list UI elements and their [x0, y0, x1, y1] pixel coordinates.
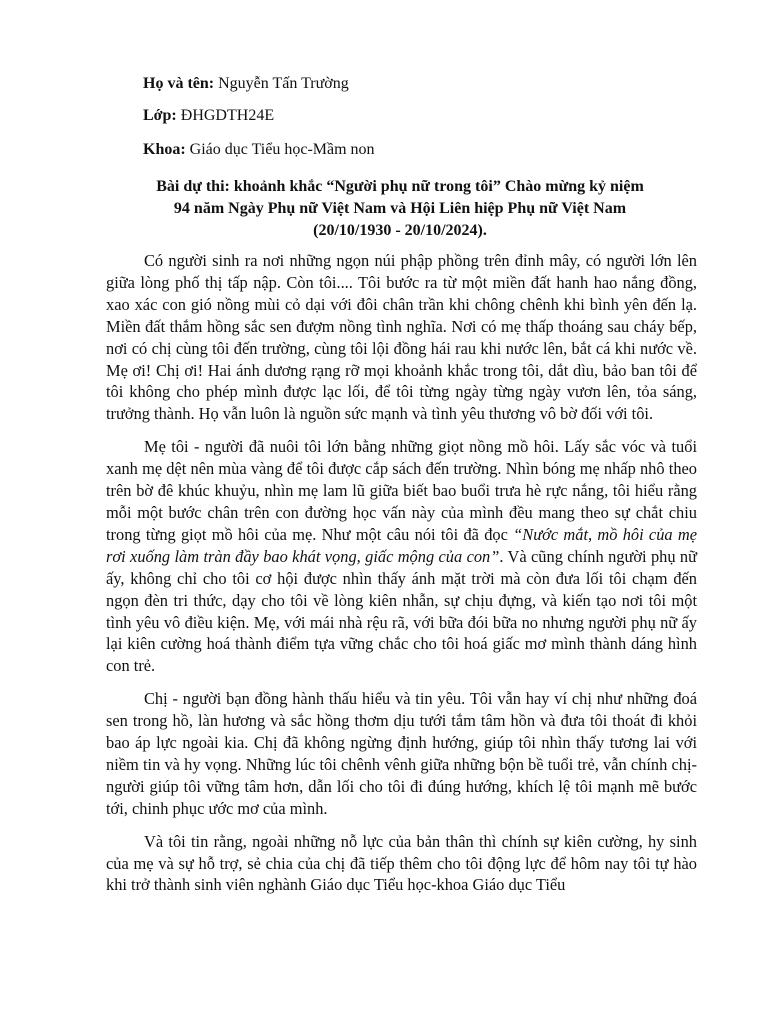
title-line-1: Bài dự thi: khoảnh khắc “Người phụ nữ trong tôi” Chào mừng kỷ niệm — [156, 178, 644, 195]
faculty-line — [143, 140, 375, 160]
name-value: Nguyễn Tấn Trường — [218, 75, 349, 92]
title-line-2: 94 năm Ngày Phụ nữ Việt Nam và Hội Liên hiệp Phụ nữ Việt Nam — [173, 200, 627, 217]
name-label: Họ và tên: — [143, 75, 215, 92]
essay-body — [106, 250, 697, 896]
paragraph-2-text-b: . Và cũng chính người phụ nữ ấy, không chỉ cho tôi cơ hội được nhìn thấy ánh mặt trời mà còn đưa lối tôi chạm đến ngọn đèn tri thức, dạy cho tôi về lòng kiên nhẫn, sự chịu đựng, và kiến tạo nơi tôi một tình yêu vô điều kiện. Mẹ, với mái nhà rệu rã, với bữa đói bữa no nhưng người phụ nữ ấy lại kiên cường hoá thành điểm tựa vững chắc cho tôi hoá giấc mơ mình thành dáng hình con trẻ. — [106, 546, 697, 676]
name-line — [143, 74, 349, 94]
paragraph-1: Có người sinh ra nơi những ngọn núi phập phồng trên đỉnh mây, có người lớn lên giữa lòng phố thị tấp nập. Còn tôi.... Tôi bước ra từ một miền đất hanh hao nắng đồng, xao xác con gió nồng mùi cỏ dại với đôi chân trần khi chông chênh khi bình yên đến lạ. Miền đất thắm hồng sắc sen đượm nồng tình nghĩa. Nơi có mẹ thấp thoáng sau cháy bếp, nơi có chị cùng tôi đến trường, cùng tôi lội đồng hái rau khi nước lên, bắt cá khi nước về. Mẹ ơi! Chị ơi! Hai ánh dương rạng rỡ mọi khoảnh khắc trong tôi, dắt dìu, bảo ban tôi để tôi không cho phép mình được lạc lối, để tôi từng ngày từng ngày vươn lên, tỏa sáng, trưởng thành. Họ vẫn luôn là nguồn sức mạnh và tình yêu thương vô bờ đối với tôi. — [106, 251, 697, 424]
class-label: Lớp: — [143, 107, 177, 124]
class-value: ĐHGDTH24E — [180, 107, 275, 124]
faculty-value: Giáo dục Tiểu học-Mầm non — [189, 141, 375, 158]
paragraph-2-text-a: Mẹ tôi - người đã nuôi tôi lớn bằng những giọt nồng mồ hôi. Lấy sắc vóc và tuổi xanh mẹ dệt nên mùa vàng để tôi được cắp sách đến trường. Nhìn bóng mẹ nhấp nhô theo trên bờ đê khúc khuỷu, nhìn mẹ lam lũ giữa biết bao buổi trưa hè rực nắng, tôi hiểu rằng mỗi một bước chân trên con đường học vấn này của mình đều mang theo sự chắt chiu trong từng giọt mồ hôi của mẹ. Như một câu nói tôi đã đọc — [106, 437, 697, 544]
paragraph-4: Và tôi tin rằng, ngoài những nỗ lực của bản thân thì chính sự kiên cường, hy sinh của mẹ và sự hỗ trợ, sẻ chia của chị đã tiếp thêm cho tôi động lực để hôm nay tôi tự hào khi trở thành sinh viên nghành Giáo dục Tiểu học-khoa Giáo dục Tiểu — [106, 831, 697, 895]
faculty-label: Khoa: — [143, 141, 186, 158]
paragraph-2 — [106, 436, 697, 677]
paragraph-2-quote: “Nước mắt, mồ hôi của mẹ rơi xuống làm tràn đầy bao khát vọng, giấc mộng của con” — [106, 524, 697, 566]
essay-title — [100, 176, 700, 242]
paragraph-3: Chị - người bạn đồng hành thấu hiểu và tin yêu. Tôi vẫn hay ví chị như những đoá sen trong hồ, làn hương và sắc hồng thơm dịu tưới tắm tâm hồn và đưa tôi thoát đi khỏi bao áp lực ngoài kia. Chị đã không ngừng định hướng, giúp tôi nhìn thấy tương lai với niềm tin và hy vọng. Những lúc tôi chênh vênh giữa những bộn bề tuổi trẻ, vẫn chính chị-người giúp tôi vững tâm hơn, dẫn lối cho tôi đi đúng hướng, khích lệ tôi mạnh mẽ bước tới, chinh phục ước mơ của mình. — [106, 689, 697, 818]
title-line-3: (20/10/1930 - 20/10/2024). — [313, 222, 487, 239]
class-line — [143, 106, 274, 126]
